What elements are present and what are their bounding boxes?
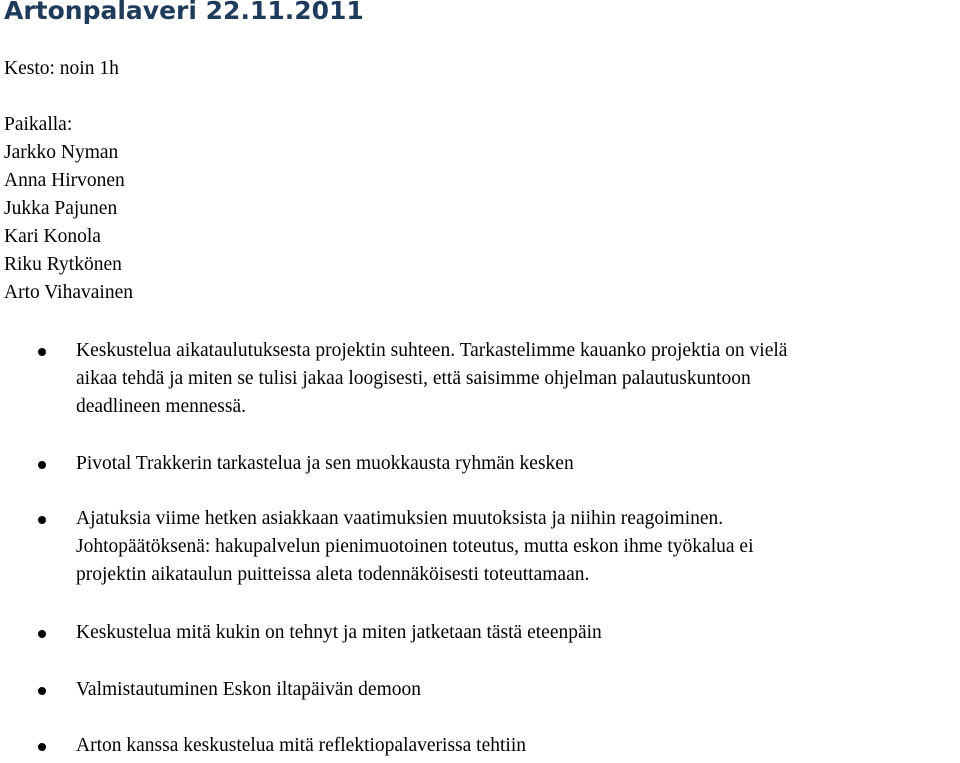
attendee-name: Jarkko Nyman xyxy=(4,142,119,163)
attendee-name: Kari Konola xyxy=(4,226,101,247)
bullet-text xyxy=(76,676,421,704)
bullet-text xyxy=(76,450,574,478)
bullet-line: Arton kanssa keskustelua mitä reflektiopalaverissa tehtiin xyxy=(76,735,526,756)
attendee-name: Riku Rytkönen xyxy=(4,254,122,275)
bullet-line: Keskustelua aikataulutuksesta projektin suhteen. Tarkastelimme kauanko projektia on vielä xyxy=(76,340,788,361)
bullet-line: Ajatuksia viime hetken asiakkaan vaatimuksien muutoksista ja niihin reagoiminen. xyxy=(76,508,724,529)
bullet-line: aikaa tehdä ja miten se tulisi jakaa loogisesti, että saisimme ohjelman palautuskuntoon xyxy=(76,368,751,389)
attendee-name: Jukka Pajunen xyxy=(4,198,118,219)
bullet-line: Pivotal Trakkerin tarkastelua ja sen muokkausta ryhmän kesken xyxy=(76,453,574,474)
bullet-icon xyxy=(38,461,46,469)
bullet-icon xyxy=(38,687,46,695)
meeting-duration: Kesto: noin 1h xyxy=(4,58,119,79)
bullet-line: deadlineen mennessä. xyxy=(76,396,247,417)
bullet-line: Keskustelua mitä kukin on tehnyt ja miten jatketaan tästä eteenpäin xyxy=(76,622,602,643)
bullet-text xyxy=(76,505,753,589)
bullet-line: Johtopäätöksenä: hakupalvelun pienimuotoinen toteutus, mutta eskon ihme työkalua ei xyxy=(76,536,754,557)
bullet-line: projektin aikataulun puitteissa aleta todennäköisesti toteuttamaan. xyxy=(76,564,590,585)
bullet-text xyxy=(76,732,526,760)
bullet-icon xyxy=(38,630,46,638)
attendee-name: Arto Vihavainen xyxy=(4,282,133,303)
bullet-text xyxy=(76,619,602,647)
bullet-icon xyxy=(38,348,46,356)
attendee-list xyxy=(4,111,133,307)
bullet-icon xyxy=(38,743,46,751)
attendee-name: Anna Hirvonen xyxy=(4,170,125,191)
bullet-line: Valmistautuminen Eskon iltapäivän demoon xyxy=(76,679,421,700)
document-title: Artonpalaveri 22.11.2011 xyxy=(4,0,364,25)
bullet-icon xyxy=(38,516,46,524)
attendees-heading: Paikalla: xyxy=(4,114,73,135)
bullet-text xyxy=(76,337,787,421)
